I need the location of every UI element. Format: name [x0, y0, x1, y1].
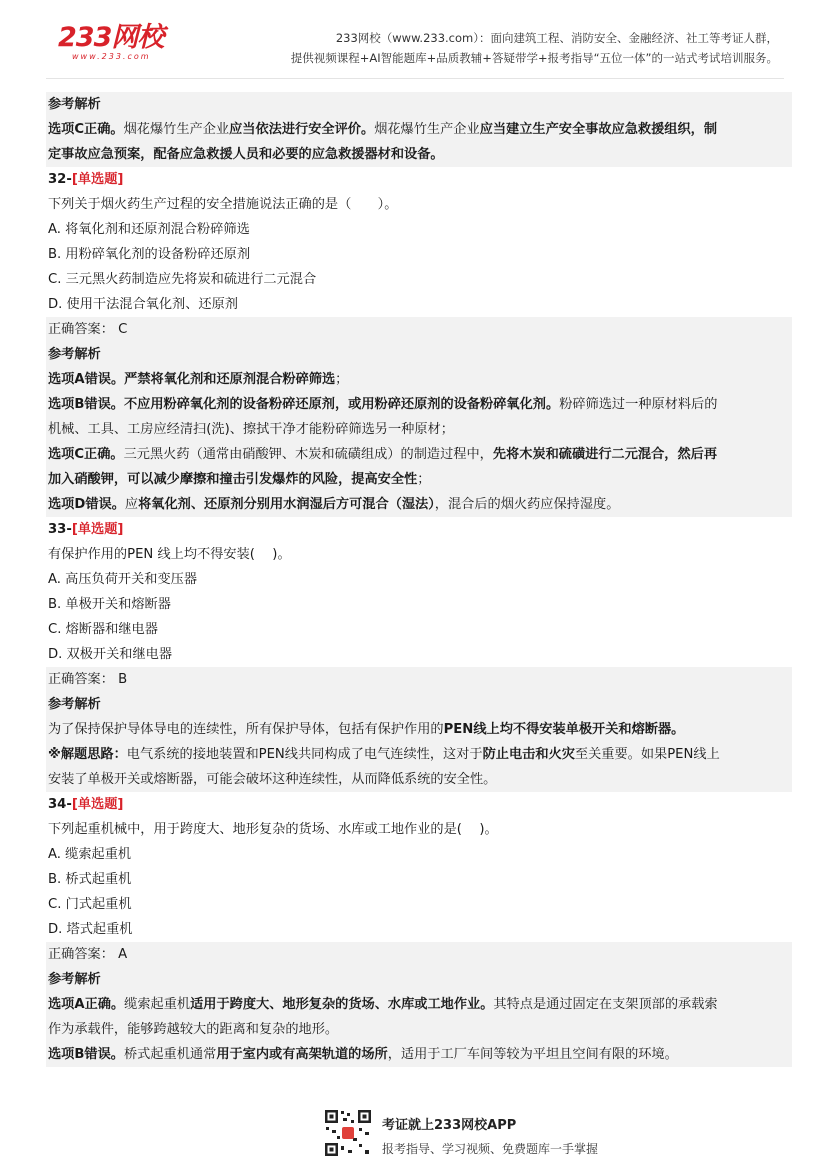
analysis-text: ； — [417, 472, 431, 487]
analysis-text: 粉碎筛选过一种原材料后的 — [559, 397, 718, 412]
analysis-text: 至关重要。如果PEN线上 — [574, 747, 720, 762]
analysis-paragraph-cont: 定事故应急预案，配备应急救援人员和必要的应急救援器材和设备。 — [46, 142, 792, 167]
answer-label: 正确答案： — [48, 672, 114, 687]
option-c[interactable]: C. 门式起重机 — [48, 897, 132, 912]
analysis-option-a-cont: 作为承载件，能够跨越较大的距离和复杂的地形。 — [46, 1017, 792, 1042]
analysis-verdict: 选项C正确。 — [48, 447, 124, 462]
option-d[interactable]: D. 塔式起重机 — [48, 922, 133, 937]
question-number: 34- — [48, 797, 72, 812]
question-header — [46, 517, 792, 542]
correct-answer — [46, 317, 792, 342]
page-header — [0, 0, 830, 80]
analysis-text: 应 — [124, 497, 139, 512]
answer-label: 正确答案： — [48, 947, 114, 962]
option-c[interactable]: C. 三元黑火药制造应先将炭和硫进行二元混合 — [48, 272, 317, 287]
option-a[interactable]: A. 高压负荷开关和变压器 — [48, 572, 198, 587]
analysis-verdict: 选项C正确。 — [48, 122, 124, 137]
analysis-text: 烟花爆竹生产企业 — [123, 122, 230, 137]
question-type-tag: [单选题] — [71, 522, 124, 537]
analysis-emphasis: 加入硝酸钾，可以减少摩擦和撞击引发爆炸的风险，提高安全性 — [48, 472, 418, 487]
correct-answer — [46, 667, 792, 692]
analysis-option-a — [46, 992, 792, 1017]
app-promo-subtitle: 报考指导、学习视频、免费题库一手掌握 — [382, 1142, 599, 1156]
analysis-paragraph — [46, 117, 792, 142]
analysis-hint-cont: 安装了单极开关或熔断器，可能会破坏这种连续性，从而降低系统的安全性。 — [46, 767, 792, 792]
question-header — [46, 167, 792, 192]
option-a[interactable]: A. 缆索起重机 — [48, 847, 132, 862]
option-d[interactable]: D. 双极开关和继电器 — [48, 647, 173, 662]
tagline-line-1: 233网校（www.233.com）：面向建筑工程、消防安全、金融经济、社工等考证人群， — [335, 31, 778, 45]
question-header — [46, 792, 792, 817]
analysis-text: 其特点是通过固定在支架顶部的承载索 — [493, 997, 718, 1012]
question-stem: 下列关于烟火药生产过程的安全措施说法正确的是（ ）。 — [48, 197, 398, 212]
analysis-text: 烟花爆竹生产企业 — [374, 122, 480, 137]
analysis-title: 参考解析 — [46, 967, 792, 992]
question-type-tag: [单选题] — [71, 797, 124, 812]
answer-value: B — [118, 672, 128, 687]
analysis-title: 参考解析 — [46, 342, 792, 367]
analysis-verdict: 选项A正确。 — [48, 997, 125, 1012]
analysis-title: 参考解析 — [46, 692, 792, 717]
analysis-option-b — [46, 392, 792, 417]
analysis-option-a — [46, 367, 792, 392]
option-b[interactable]: B. 桥式起重机 — [48, 872, 132, 887]
analysis-hint — [46, 742, 792, 767]
logo-url: www.233.com — [72, 52, 151, 61]
analysis-option-b-cont: 机械、工具、工房应经清扫(洗)、擦拭干净才能粉碎筛选另一种原材； — [46, 417, 792, 442]
analysis-text: 电气系统的接地装置和PEN线共同构成了电气连续性，这对于 — [126, 747, 483, 762]
question-stem: 下列起重机械中，用于跨度大、地形复杂的货场、水库或工地作业的是( )。 — [48, 822, 498, 837]
analysis-emphasis: PEN线上均不得安装单极开关和熔断器。 — [443, 722, 685, 737]
analysis-emphasis: 适用于跨度大、地形复杂的货场、水库或工地作业。 — [190, 997, 494, 1012]
analysis-text: 三元黑火药（通常由硝酸钾、木炭和硫磺组成）的制造过程中， — [123, 447, 493, 462]
header-divider — [46, 78, 784, 79]
question-stem: 有保护作用的PEN 线上均不得安装( )。 — [48, 547, 291, 562]
option-a[interactable]: A. 将氧化剂和还原剂混合粉碎筛选 — [48, 222, 250, 237]
analysis-emphasis: 选项B错误。不应用粉碎氧化剂的设备粉碎还原剂，或用粉碎还原剂的设备粉碎氧化剂。 — [48, 397, 560, 412]
analysis-option-c-cont — [46, 467, 792, 492]
analysis-emphasis: 将氧化剂、还原剂分别用水润湿后方可混合（湿法） — [138, 497, 435, 512]
analysis-emphasis: 应当建立生产安全事故应急救援组织，制 — [479, 122, 718, 137]
answer-value: A — [118, 947, 128, 962]
analysis-paragraph — [46, 717, 792, 742]
analysis-title: 参考解析 — [46, 92, 792, 117]
question-number: 32- — [48, 172, 72, 187]
page-footer — [0, 1100, 830, 1174]
analysis-verdict: 选项D错误。 — [48, 497, 125, 512]
document-body — [46, 92, 792, 1067]
header-tagline — [291, 28, 778, 68]
option-c[interactable]: C. 熔断器和继电器 — [48, 622, 158, 637]
analysis-text: 缆索起重机 — [124, 997, 191, 1012]
analysis-text: 为了保持保护导体导电的连续性，所有保护导体，包括有保护作用的 — [48, 722, 444, 737]
analysis-verdict: 选项B错误。 — [48, 1047, 124, 1062]
option-b[interactable]: B. 用粉碎氧化剂的设备粉碎还原剂 — [48, 247, 251, 262]
brand-logo[interactable] — [58, 24, 163, 62]
question-number: 33- — [48, 522, 72, 537]
correct-answer — [46, 942, 792, 967]
tagline-line-2: 提供视频课程+AI智能题库+品质教辅+答疑带学+报考指导“五位一体”的一站式考试培训服务。 — [290, 51, 778, 65]
analysis-option-b — [46, 1042, 792, 1067]
analysis-emphasis: 先将木炭和硫磺进行二元混合，然后再 — [492, 447, 718, 462]
option-d[interactable]: D. 使用干法混合氧化剂、还原剂 — [48, 297, 238, 312]
analysis-text: ； — [335, 372, 349, 387]
answer-value: C — [118, 322, 128, 337]
analysis-option-c — [46, 442, 792, 467]
analysis-text: ，适用于工厂车间等较为平坦且空间有限的环境。 — [387, 1047, 678, 1062]
analysis-emphasis: 用于室内或有高架轨道的场所 — [216, 1047, 388, 1062]
analysis-text: 桥式起重机通常 — [124, 1047, 217, 1062]
logo-text: 233网校 — [58, 22, 164, 53]
option-b[interactable]: B. 单极开关和熔断器 — [48, 597, 171, 612]
analysis-text: ，混合后的烟火药应保持湿度。 — [434, 497, 620, 512]
answer-label: 正确答案： — [48, 322, 114, 337]
analysis-emphasis: 防止电击和火灾 — [482, 747, 575, 762]
analysis-emphasis: 应当依法进行安全评价。 — [229, 122, 375, 137]
question-type-tag: [单选题] — [71, 172, 124, 187]
qr-code-icon[interactable] — [323, 1108, 373, 1158]
analysis-emphasis: 选项A错误。严禁将氧化剂和还原剂混合粉碎筛选 — [48, 372, 336, 387]
analysis-option-d — [46, 492, 792, 517]
app-promo-title[interactable]: 考证就上233网校APP — [382, 1118, 517, 1133]
hint-label: ※解题思路： — [48, 747, 127, 762]
